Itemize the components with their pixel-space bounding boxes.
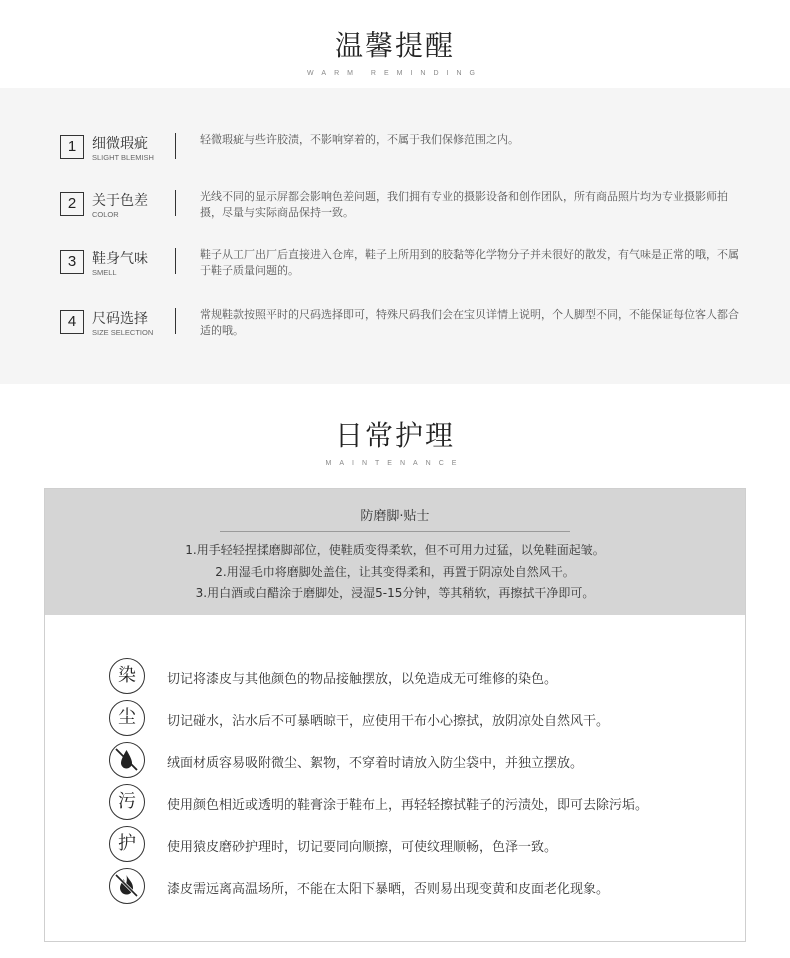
care-text: 漆皮需远离高温场所，不能在太阳下暴晒，否则易出现变黄和皮面老化现象。 <box>167 882 610 897</box>
item-title-en: COLOR <box>92 210 119 219</box>
dust-icon: 尘 <box>109 700 145 736</box>
maintenance-title: 日常护理 <box>334 419 455 452</box>
protect-icon: 护 <box>109 826 145 862</box>
item-number-box: 4 <box>60 310 84 334</box>
reminder-title: 温馨提醒 <box>334 29 455 62</box>
divider <box>175 308 176 334</box>
dye-icon: 染 <box>109 658 145 694</box>
item-title: 鞋身气味 <box>92 251 148 267</box>
stain-icon: 污 <box>109 784 145 820</box>
care-item <box>109 658 729 694</box>
tips-divider <box>220 531 570 532</box>
care-item <box>109 700 729 736</box>
care-item <box>109 784 729 820</box>
item-text: 轻微瑕疵与些许胶渍，不影响穿着的，不属于我们保修范围之内。 <box>200 133 519 146</box>
item-number-box: 3 <box>60 250 84 274</box>
item-number-box: 2 <box>60 192 84 216</box>
divider <box>175 248 176 274</box>
maintenance-subtitle: MAINTENANCE <box>325 460 465 467</box>
tips-title: 防磨脚·贴士 <box>360 509 430 524</box>
care-item <box>109 868 729 904</box>
item-title-en: SMELL <box>92 268 117 277</box>
item-text: 常规鞋款按照平时的尺码选择即可，特殊尺码我们会在宝贝详情上说明，个人脚型不同，不能保证每位客人都合适的哦。 <box>200 308 739 337</box>
item-title: 尺码选择 <box>92 311 148 327</box>
care-text: 切记将漆皮与其他颜色的物品接触摆放，以免造成无可维修的染色。 <box>167 672 558 687</box>
maintenance-box <box>44 488 746 942</box>
item-text: 鞋子从工厂出厂后直接进入仓库，鞋子上所用到的胶黏等化学物分子并未很好的散发，有气味是正常的哦，不属于鞋子质量问题的。 <box>200 248 739 277</box>
tip-line: 2.用湿毛巾将磨脚处盖住，让其变得柔和，再置于阴凉处自然风干。 <box>215 565 575 579</box>
tip-line: 3.用白酒或白醋涂于磨脚处，浸湿5-15分钟，等其稍软，再擦拭干净即可。 <box>195 586 595 600</box>
item-text: 光线不同的显示屏都会影响色差问题，我们拥有专业的摄影设备和创作团队，所有商品照片均为专业摄影师拍摄，尽量与实际商品保持一致。 <box>200 190 728 219</box>
tip-line: 1.用手轻轻捏揉磨脚部位，使鞋质变得柔软，但不可用力过猛，以免鞋面起皱。 <box>185 543 605 557</box>
divider <box>175 190 176 216</box>
no-fire-icon <box>109 868 145 904</box>
item-title-en: SIZE SELECTION <box>92 328 154 337</box>
maintenance-header <box>0 414 790 467</box>
care-text: 切记碰水，沾水后不可暴晒晾干，应使用干布小心擦拭，放阴凉处自然风干。 <box>167 714 610 729</box>
care-item <box>109 826 729 862</box>
item-title-en: SLIGHT BLEMISH <box>92 153 154 162</box>
care-text: 使用猿皮磨砂护理时，切记要同向顺擦，可使纹理顺畅，色泽一致。 <box>167 840 558 855</box>
care-text: 绒面材质容易吸附微尘、絮物，不穿着时请放入防尘袋中，并独立摆放。 <box>167 756 584 771</box>
care-item <box>109 742 729 778</box>
item-number-box: 1 <box>60 135 84 159</box>
tips-panel <box>45 489 745 615</box>
item-title: 细微瑕疵 <box>92 136 148 152</box>
reminder-subtitle: WARM REMINDING <box>307 70 483 77</box>
item-title: 关于色差 <box>92 193 148 209</box>
reminder-panel <box>0 88 790 384</box>
reminder-header <box>0 24 790 77</box>
divider <box>175 133 176 159</box>
no-water-icon <box>109 742 145 778</box>
care-text: 使用颜色相近或透明的鞋膏涂于鞋布上，再轻轻擦拭鞋子的污渍处，即可去除污垢。 <box>167 798 649 813</box>
